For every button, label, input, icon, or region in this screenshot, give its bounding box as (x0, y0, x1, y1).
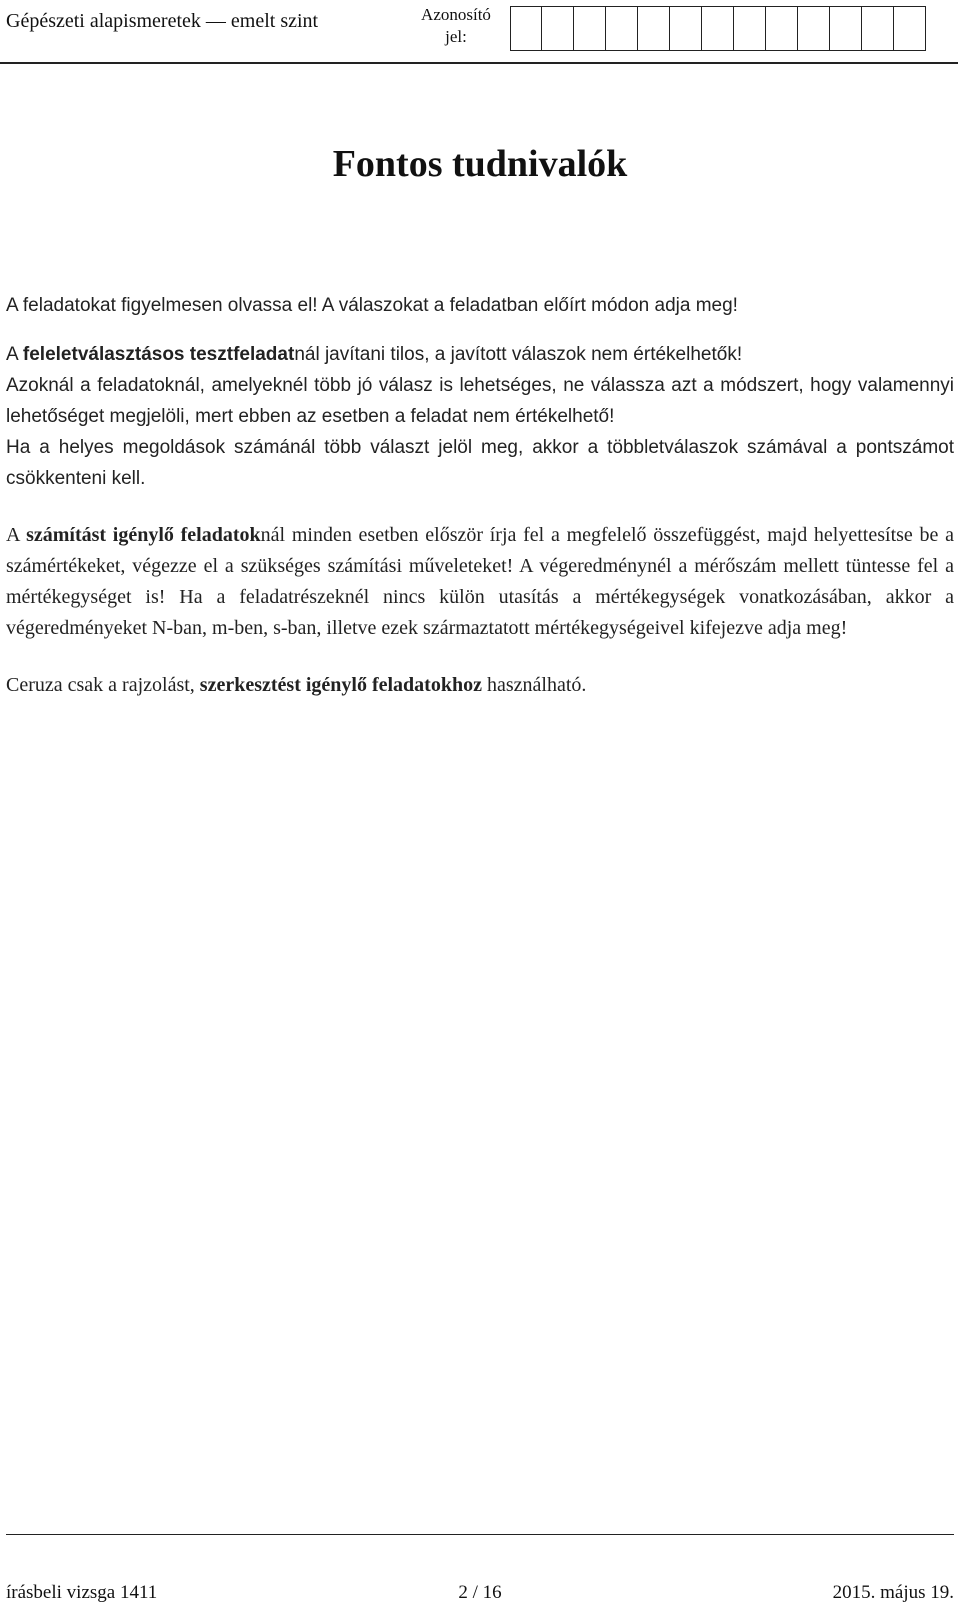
id-label: Azonosító jel: (421, 5, 491, 46)
text-fragment: nál minden esetben először írja fel a megfelelő összefüggést, majd helyettesítse be a számértékeket, végezze el a szükséges számítási műveleteket! A végeredménynél a mérőszám mellett tüntesse fel a mértékegységet is! Ha a feladatrészeknél nincs külön utasítás a mértékegységek vonatkozásában, akkor a végeredményeket N-ban, m-ben, s-ban, illetve ezek származtatott mértékegységeivel kifejezve adja meg! (6, 524, 955, 639)
footer-divider (6, 1534, 954, 1535)
id-digit-box[interactable] (702, 6, 734, 51)
id-boxes (510, 6, 926, 51)
instruction-calculation (6, 520, 954, 644)
text-fragment: használható. (481, 674, 587, 696)
id-digit-box[interactable] (638, 6, 670, 51)
exam-code: írásbeli vizsga 1411 (6, 1582, 158, 1603)
instructions (6, 290, 954, 701)
exam-date: 2015. május 19. (832, 1582, 954, 1603)
instruction-pencil (6, 670, 954, 701)
instruction-extra-answers: Ha a helyes megoldások számánál több választ jelöl meg, akkor a többletválaszok számával a pontszámot csökkenteni kell. (6, 437, 954, 489)
emphasis: feleletválasztásos tesztfeladat (22, 344, 295, 365)
exam-subject-title: Gépészeti alapismeretek — emelt szint (6, 10, 319, 32)
page-number: 2 / 16 (458, 1582, 502, 1603)
text-fragment: A (6, 344, 23, 365)
instruction-multiple-answers: Azoknál a feladatoknál, amelyeknél több jó válasz is lehetséges, ne válassza azt a módszert, hogy valamennyi lehetőséget megjelöli, mert ebben az esetben a feladat nem értékelhető! (6, 375, 954, 427)
id-digit-box[interactable] (670, 6, 702, 51)
page-header (0, 0, 960, 64)
text-fragment: nál javítani tilos, a javított válaszok nem értékelhetők! (294, 344, 743, 365)
emphasis: számítást igénylő feladatok (26, 524, 261, 546)
emphasis: szerkesztést igénylő feladatokhoz (199, 674, 482, 696)
id-digit-box[interactable] (510, 6, 542, 51)
instruction-multiple-choice (6, 339, 954, 370)
id-digit-box[interactable] (830, 6, 862, 51)
id-digit-box[interactable] (766, 6, 798, 51)
id-digit-box[interactable] (862, 6, 894, 51)
id-digit-box[interactable] (798, 6, 830, 51)
id-digit-box[interactable] (606, 6, 638, 51)
page-footer (6, 1582, 954, 1606)
id-digit-box[interactable] (542, 6, 574, 51)
id-digit-box[interactable] (734, 6, 766, 51)
text-fragment: A (6, 524, 27, 546)
id-digit-box[interactable] (894, 6, 926, 51)
text-fragment: Ceruza csak a rajzolást, (6, 674, 200, 696)
header-divider (0, 62, 958, 64)
page-title: Fontos tudnivalók (332, 143, 628, 185)
id-digit-box[interactable] (574, 6, 606, 51)
instruction-read-carefully: A feladatokat figyelmesen olvassa el! A válaszokat a feladatban előírt módon adja meg! (6, 295, 738, 316)
